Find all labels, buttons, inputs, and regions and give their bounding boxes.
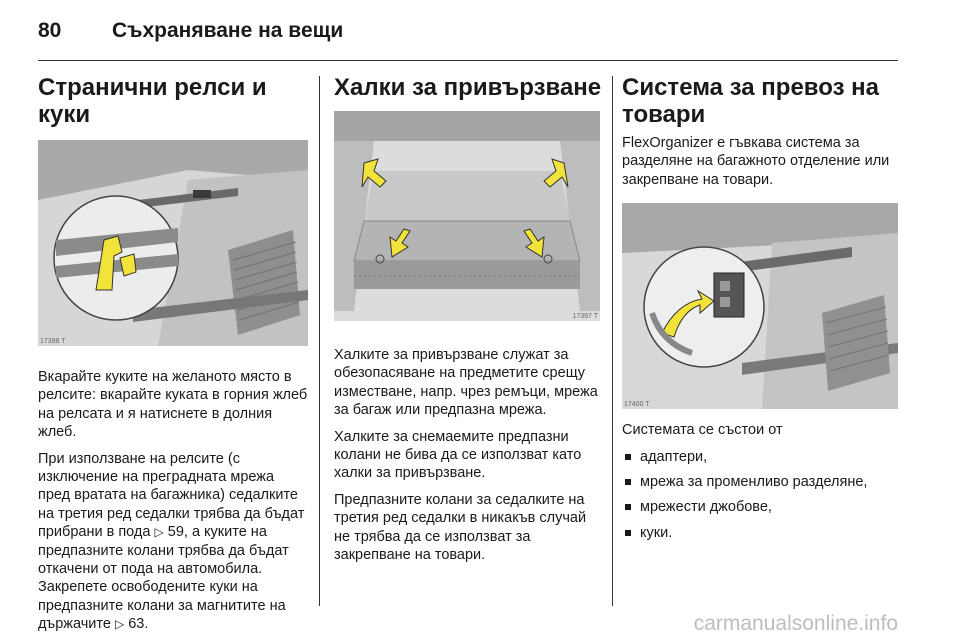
body-paragraph: Халките за привързване служат за обезопасяване на предметите срещу изместване, напр. чрез ремъци, мрежа за багаж или предпазна мрежа. — [334, 347, 598, 419]
body-paragraph: Предпазните колани за седалките на третия ред седалки в никакъв случай не трябва да се използват за закрепване на товари. — [334, 491, 587, 564]
column-divider — [612, 76, 613, 606]
body-paragraph: Вкарайте куките на желаното място в релсите: вкарайте куката в горния жлеб на релсата и я натиснете в долния жлеб. — [38, 369, 308, 441]
page-title: Съхраняване на вещи — [112, 19, 344, 42]
flexorganizer-illustration — [622, 203, 898, 409]
body-text: , а куките на предпазните колани трябва да бъдат откачени от пода на автомобила. Закрепете освободените куки на предпазните колани за магнитите на държачите — [38, 524, 289, 633]
reference-page: 59 — [167, 524, 184, 541]
watermark: carmanualsonline.info — [693, 612, 898, 635]
figure-flexorganizer — [622, 203, 898, 409]
page-number: 80 — [38, 19, 62, 42]
arrow-reference-icon: ▷ — [114, 617, 125, 632]
figure-lashing-eyes — [334, 111, 600, 321]
section-flexorganizer — [622, 74, 912, 549]
section-side-rails — [38, 74, 308, 642]
body-text: При използване на релсите (с изключение на преградната мрежа пред вратата на багажника) седалките на третия ред седалки трябва да бъдат прибрани в пода — [38, 450, 305, 541]
reference-page: 63 — [128, 616, 145, 633]
intro-paragraph: FlexOrganizer е гъвкава система за разделяне на багажното отделение или закрепване на товари. — [622, 135, 890, 188]
figure-side-rails — [38, 140, 308, 346]
page-header — [38, 14, 343, 48]
section-title: Система за превоз на товари — [622, 74, 880, 128]
section-lashing-eyes — [334, 74, 604, 572]
arrow-reference-icon: ▷ — [154, 525, 164, 540]
header-rule — [38, 60, 898, 61]
figure-code: 17397 T — [572, 313, 598, 320]
list-item: куки. — [622, 524, 912, 542]
section-title: Халки за привързване — [334, 74, 602, 101]
figure-code: 17400 T — [624, 401, 650, 409]
lashing-eyes-illustration — [334, 111, 600, 321]
body-paragraph: Халките за снемаемите предпазни колани не бива да се използват като халки за привързване. — [334, 428, 582, 482]
body-text: . — [144, 616, 149, 633]
list-item: мрежести джобове, — [622, 498, 912, 516]
column-divider — [319, 76, 320, 606]
figure-code: 17398 T — [40, 338, 66, 345]
list-item: адаптери, — [622, 448, 912, 466]
list-item: мрежа за променливо разделяне, — [622, 473, 912, 491]
component-list — [622, 448, 912, 543]
section-title: Странични релси и куки — [38, 74, 267, 128]
side-rails-illustration — [38, 140, 308, 346]
list-intro: Системата се състои от — [622, 422, 783, 439]
body-paragraph — [38, 450, 308, 634]
